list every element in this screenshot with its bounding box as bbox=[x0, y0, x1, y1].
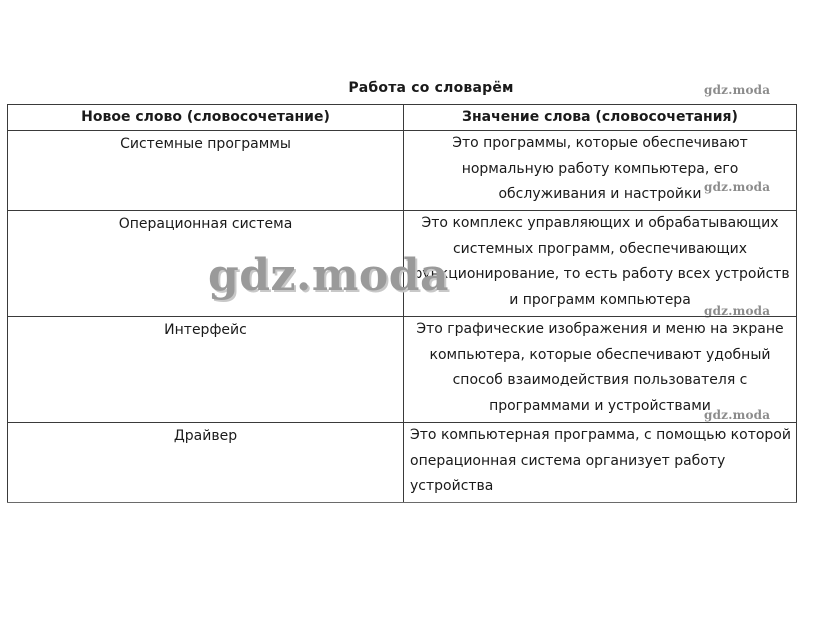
meaning-cell: Это компьютерная программа, с помощью которой операционная система организует работу устройства bbox=[404, 423, 797, 503]
meaning-cell: Это графические изображения и меню на экране компьютера, которые обеспечивают удобный способ взаимодействия пользователя с программами и устройствами bbox=[404, 317, 797, 423]
page-title: Работа со словарём bbox=[348, 80, 514, 96]
watermark-large: gdz.moda bbox=[208, 250, 450, 301]
term-cell: Операционная система bbox=[8, 211, 404, 317]
meaning-cell: Это комплекс управляющих и обрабатывающих системных программ, обеспечивающих функционирование, то есть работу всех устройств и программ компьютера bbox=[404, 211, 797, 317]
table-row bbox=[8, 131, 797, 211]
watermark: gdz.moda bbox=[704, 304, 771, 318]
watermark: gdz.moda bbox=[704, 180, 771, 194]
term-cell: Интерфейс bbox=[8, 317, 404, 423]
meaning-cell: Это программы, которые обеспечивают нормальную работу компьютера, его обслуживания и настройки bbox=[404, 131, 797, 211]
watermark: gdz.moda bbox=[704, 83, 771, 97]
dictionary-table bbox=[7, 104, 797, 503]
watermark: gdz.moda bbox=[704, 408, 771, 422]
term-cell: Системные программы bbox=[8, 131, 404, 211]
column-header-meaning: Значение слова (словосочетания) bbox=[404, 105, 797, 131]
term-cell: Драйвер bbox=[8, 423, 404, 503]
table-row bbox=[8, 423, 797, 503]
table-header-row bbox=[8, 105, 797, 131]
table-row bbox=[8, 317, 797, 423]
column-header-term: Новое слово (словосочетание) bbox=[8, 105, 404, 131]
